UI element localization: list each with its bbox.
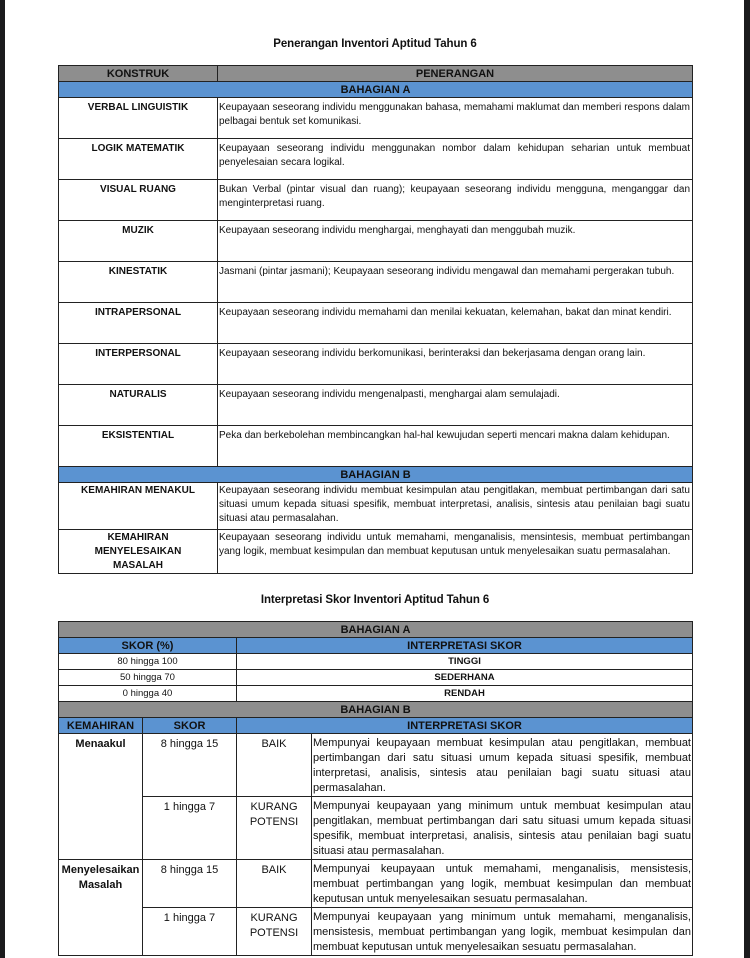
document-title-penerangan: Penerangan Inventori Aptitud Tahun 6 <box>273 38 477 50</box>
table-row <box>59 344 693 385</box>
table-row <box>59 262 693 303</box>
table-row <box>59 303 693 344</box>
table-row <box>59 98 693 139</box>
section-bahagian-a: BAHAGIAN A <box>59 82 693 98</box>
document-title-interpretasi: Interpretasi Skor Inventori Aptitud Tahun 6 <box>260 594 490 606</box>
table-row <box>59 530 693 574</box>
section-row <box>59 622 693 638</box>
section-row <box>59 82 693 98</box>
label-cell: KURANG POTENSI <box>237 908 312 956</box>
table-header-row <box>59 638 693 654</box>
konstruk-cell: VERBAL LINGUISTIK <box>59 98 218 139</box>
label-cell: BAIK <box>237 860 312 908</box>
table-row <box>59 734 693 797</box>
konstruk-cell: EKSISTENTIAL <box>59 426 218 467</box>
kemahiran-cell: Menaakul <box>59 734 143 860</box>
skor-cell: 80 hingga 100 <box>59 654 237 670</box>
header-konstruk: KONSTRUK <box>59 66 218 82</box>
konstruk-cell: INTRAPERSONAL <box>59 303 218 344</box>
header-interpretasi-skor-b: INTERPRETASI SKOR <box>237 718 693 734</box>
skor-cell: 1 hingga 7 <box>143 797 237 860</box>
table-row <box>59 221 693 262</box>
table-row <box>59 426 693 467</box>
header-kemahiran: KEMAHIRAN <box>59 718 143 734</box>
penerangan-cell: Keupayaan seseorang individu memahami dan menilai kekuatan, kelemahan, bakat dan minat kendiri. <box>218 303 693 344</box>
konstruk-cell: VISUAL RUANG <box>59 180 218 221</box>
penerangan-cell: Keupayaan seseorang individu untuk memahami, menganalisis, mensintesis, membuat pertimbangan yang logik, membuat kesimpulan dan membuat keputusan untuk menyelesaikan suatu permasalahan. <box>218 530 693 574</box>
skor-cell: 50 hingga 70 <box>59 670 237 686</box>
header-penerangan: PENERANGAN <box>218 66 693 82</box>
table-header-row <box>59 718 693 734</box>
table-row <box>59 483 693 530</box>
konstruk-cell: KINESTATIK <box>59 262 218 303</box>
konstruk-cell: LOGIK MATEMATIK <box>59 139 218 180</box>
skor-cell: 8 hingga 15 <box>143 734 237 797</box>
table-row <box>59 860 693 908</box>
konstruk-cell: MUZIK <box>59 221 218 262</box>
desc-cell: Mempunyai keupayaan yang minimum untuk membuat kesimpulan atau pengitlakan, membuat pertimbangan dari satu situasi umum kepada situasi spesifik, membuat interpretasi, analisis, sintesis atau penilaian bagi suatu situasi atau permasalahan. <box>312 797 693 860</box>
section-bahagian-b: BAHAGIAN B <box>59 702 693 718</box>
skor-cell: 1 hingga 7 <box>143 908 237 956</box>
desc-cell: Mempunyai keupayaan yang minimum untuk memahami, menganalisis, mensistesis, membuat pertimbangan yang logik, membuat kesimpulan dan membuat keputusan untuk menyelesaikan sesuatu permasalahan. <box>312 908 693 956</box>
desc-cell: Mempunyai keupayaan membuat kesimpulan atau pengitlakan, membuat pertimbangan dari satu situasi umum kepada situasi spesifik, membuat interpretasi, analisis, sintesis atau penilaian bagi suatu situasi atau permasalahan. <box>312 734 693 797</box>
page-edge-right <box>744 0 750 958</box>
section-row <box>59 702 693 718</box>
section-row <box>59 467 693 483</box>
table-row <box>59 385 693 426</box>
header-interpretasi-skor: INTERPRETASI SKOR <box>237 638 693 654</box>
interpretasi-cell: RENDAH <box>237 686 693 702</box>
penerangan-cell: Keupayaan seseorang individu menggunakan nombor dalam kehidupan seharian untuk membuat penyelesaian secara logikal. <box>218 139 693 180</box>
interpretasi-cell: SEDERHANA <box>237 670 693 686</box>
page-edge-left <box>0 0 5 958</box>
section-bahagian-a: BAHAGIAN A <box>59 622 693 638</box>
interpretasi-table <box>58 621 693 956</box>
label-cell: BAIK <box>237 734 312 797</box>
skor-cell: 0 hingga 40 <box>59 686 237 702</box>
table-row <box>59 670 693 686</box>
penerangan-cell: Keupayaan seseorang individu berkomunikasi, berinteraksi dan bekerjasama dengan orang lain. <box>218 344 693 385</box>
header-skor: SKOR <box>143 718 237 734</box>
skor-cell: 8 hingga 15 <box>143 860 237 908</box>
konstruk-cell: NATURALIS <box>59 385 218 426</box>
penerangan-cell: Bukan Verbal (pintar visual dan ruang); keupayaan seseorang individu mengguna, menganggar dan menginterpretasi ruang. <box>218 180 693 221</box>
konstruk-cell: INTERPERSONAL <box>59 344 218 385</box>
kemahiran-cell: Menyelesaikan Masalah <box>59 860 143 956</box>
table-row <box>59 180 693 221</box>
penerangan-cell: Keupayaan seseorang individu membuat kesimpulan atau pengitlakan, membuat pertimbangan dari satu situasi umum kepada situasi spesifik, membuat interpretasi, analisis, sintesis atau penilaian bagi suatu situasi atau permasalahan. <box>218 483 693 530</box>
interpretasi-cell: TINGGI <box>237 654 693 670</box>
penerangan-cell: Keupayaan seseorang individu menghargai, menghayati dan menggubah muzik. <box>218 221 693 262</box>
table-row <box>59 686 693 702</box>
penerangan-cell: Jasmani (pintar jasmani); Keupayaan seseorang individu mengawal dan memahami pergerakan tubuh. <box>218 262 693 303</box>
table-row <box>59 908 693 956</box>
table-row <box>59 139 693 180</box>
penerangan-cell: Keupayaan seseorang individu menggunakan bahasa, memahami maklumat dan memberi respons dalam pelbagai bentuk set komunikasi. <box>218 98 693 139</box>
penerangan-cell: Keupayaan seseorang individu mengenalpasti, menghargai alam semulajadi. <box>218 385 693 426</box>
desc-cell: Mempunyai keupayaan untuk memahami, menganalisis, mensistesis, membuat pertimbangan yang logik, membuat kesimpulan dan membuat keputusan untuk menyelesaikan sesuatu permasalahan. <box>312 860 693 908</box>
table-header-row <box>59 66 693 82</box>
penerangan-cell: Peka dan berkebolehan membincangkan hal-hal kewujudan seperti mencari makna dalam kehidupan. <box>218 426 693 467</box>
table-row <box>59 797 693 860</box>
konstruk-cell: KEMAHIRAN MENAKUL <box>59 483 218 530</box>
table-row <box>59 654 693 670</box>
section-bahagian-b: BAHAGIAN B <box>59 467 693 483</box>
label-cell: KURANG POTENSI <box>237 797 312 860</box>
header-skor-percent: SKOR (%) <box>59 638 237 654</box>
konstruk-cell: KEMAHIRAN MENYELESAIKAN MASALAH <box>59 530 218 574</box>
penerangan-table <box>58 65 693 574</box>
